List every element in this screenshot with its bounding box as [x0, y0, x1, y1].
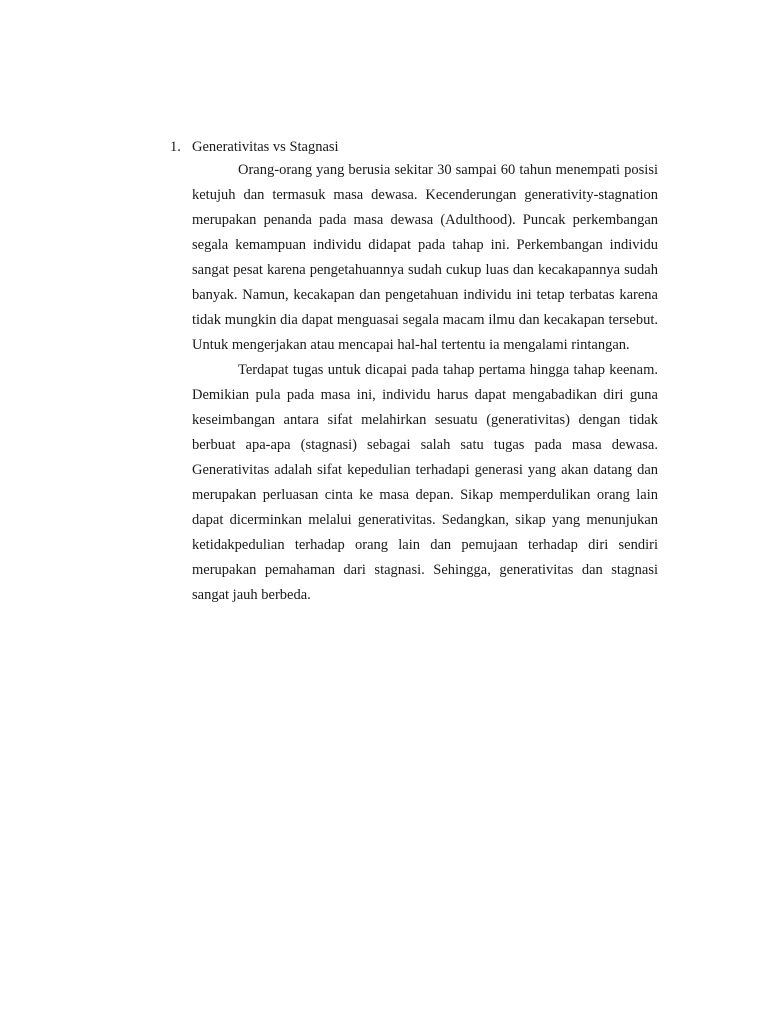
- section-heading: [170, 136, 658, 158]
- paragraph-1: Orang-orang yang berusia sekitar 30 sampai 60 tahun menempati posisi ketujuh dan termasuk masa dewasa. Kecenderungan generativity-stagnation merupakan penanda pada masa dewasa (Adulthood). Puncak perkembangan segala kemampuan individu didapat pada tahap ini. Perkembangan individu sangat pesat karena pengetahuannya sudah cukup luas dan kecakapannya sudah banyak. Namun, kecakapan dan pengetahuan individu ini tetap terbatas karena tidak mungkin dia dapat menguasai segala macam ilmu dan kecakapan tersebut. Untuk mengerjakan atau mencapai hal-hal tertentu ia mengalami rintangan.: [192, 162, 658, 353]
- section-body: [192, 158, 658, 608]
- paragraph-2: Terdapat tugas untuk dicapai pada tahap pertama hingga tahap keenam. Demikian pula pada masa ini, individu harus dapat mengabadikan diri guna keseimbangan antara sifat melahirkan sesuatu (generativitas) dengan tidak berbuat apa-apa (stagnasi) sebagai salah satu tugas pada masa dewasa. Generativitas adalah sifat kepedulian terhadapi generasi yang akan datang dan merupakan perluasan cinta ke masa depan. Sikap memperdulikan orang lain dapat dicerminkan melalui generativitas. Sedangkan, sikap yang menunjukan ketidakpedulian terhadap orang lain dan pemujaan terhadap diri sendiri merupakan pemahaman dari stagnasi. Sehingga, generativitas dan stagnasi sangat jauh berbeda.: [192, 362, 658, 603]
- section-number: 1.: [170, 139, 181, 155]
- section-generativitas: [170, 136, 658, 608]
- section-title: Generativitas vs Stagnasi: [192, 139, 339, 155]
